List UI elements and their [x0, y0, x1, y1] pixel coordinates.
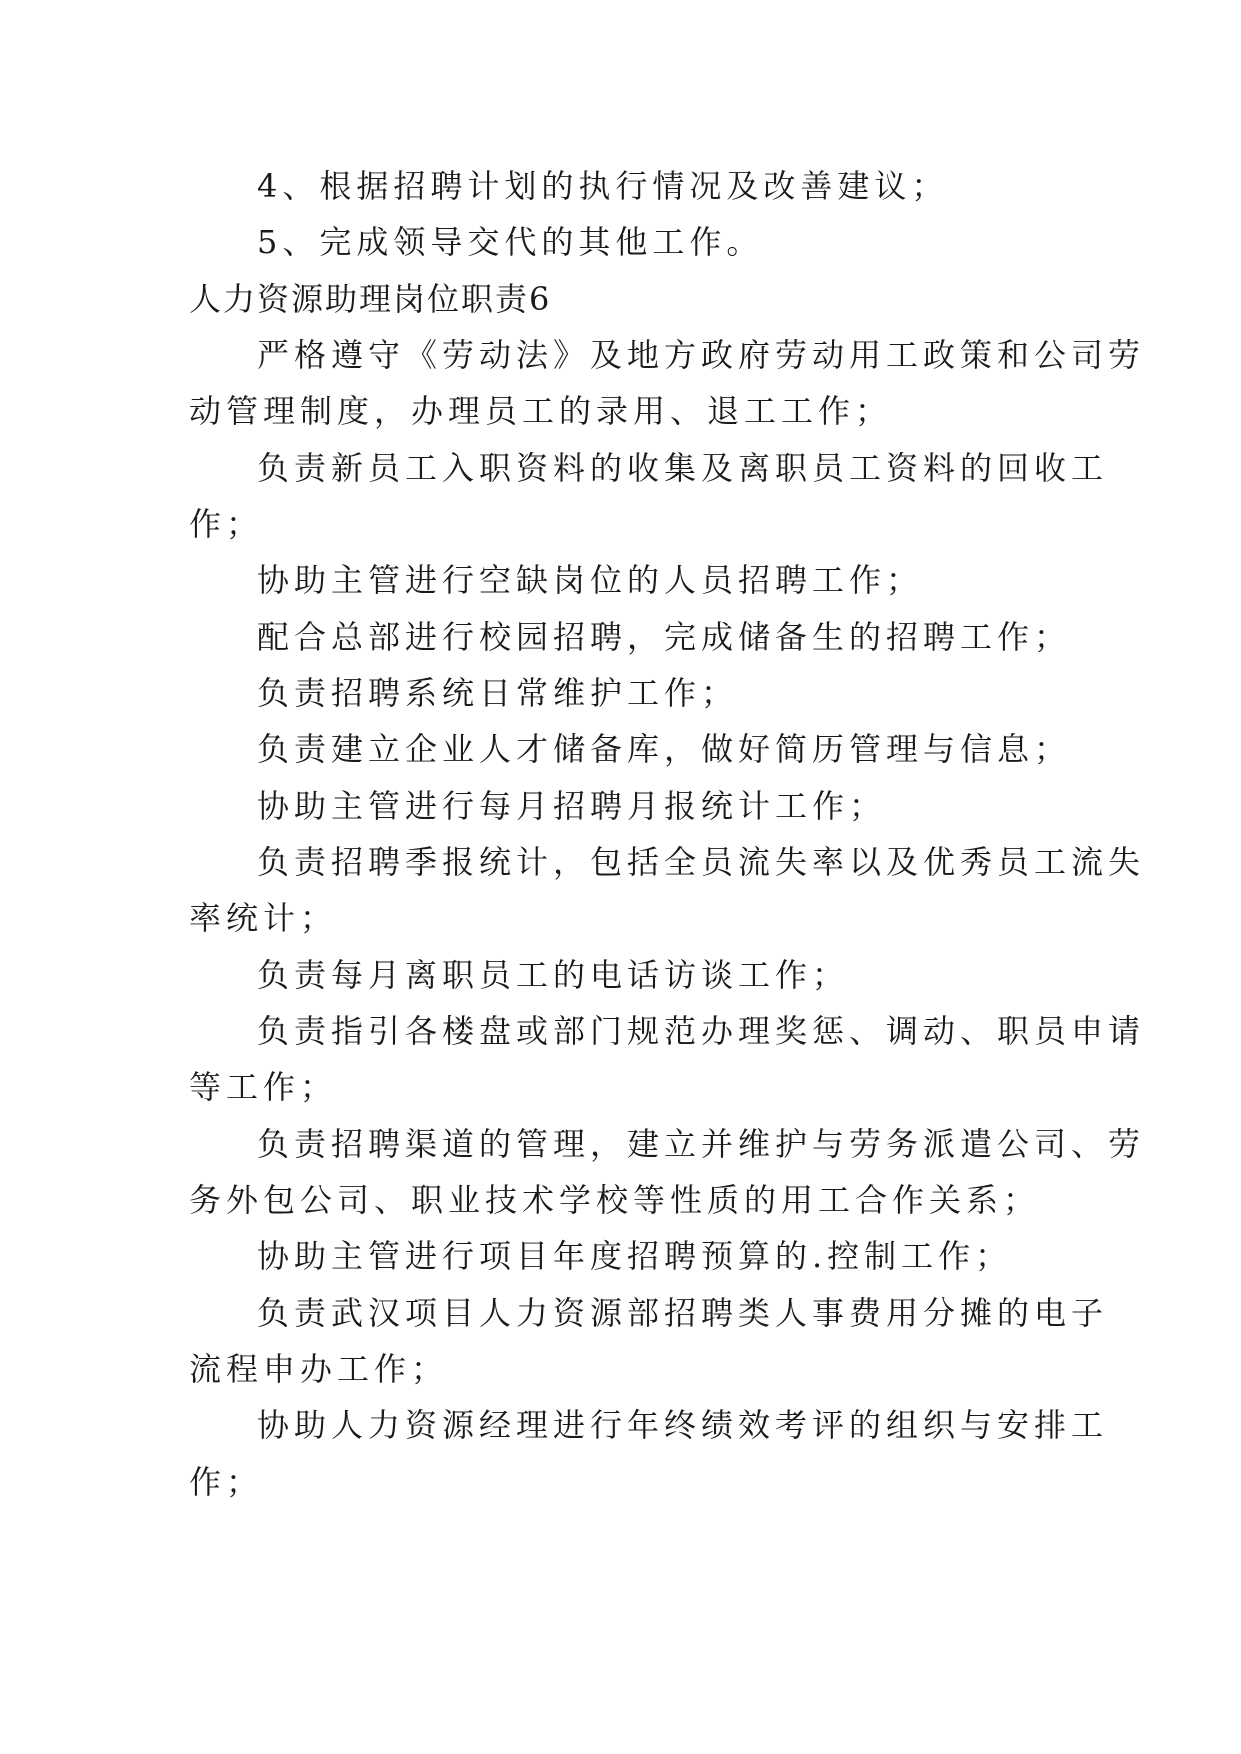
paragraph-line: 流程申办工作；: [189, 1350, 449, 1388]
paragraph-line: 负责建立企业人才储备库，做好简历管理与信息；: [257, 730, 1072, 768]
paragraph-line: 4、根据招聘计划的执行情况及改善建议；: [257, 167, 949, 205]
paragraph-line: 负责招聘渠道的管理，建立并维护与劳务派遣公司、劳: [257, 1125, 1146, 1163]
paragraph-line: 负责新员工入职资料的收集及离职员工资料的回收工: [257, 449, 1109, 487]
paragraph-line: 协助主管进行空缺岗位的人员招聘工作；: [257, 561, 924, 599]
paragraph-line: 协助主管进行项目年度招聘预算的.控制工作；: [257, 1237, 1013, 1275]
paragraph-line: 严格遵守《劳动法》及地方政府劳动用工政策和公司劳: [257, 336, 1146, 374]
paragraph-line: 协助主管进行每月招聘月报统计工作；: [257, 787, 887, 825]
paragraph-line: 动管理制度，办理员工的录用、退工工作；: [189, 392, 893, 430]
paragraph-line: 务外包公司、职业技术学校等性质的用工合作关系；: [189, 1181, 1041, 1219]
paragraph-line: 配合总部进行校园招聘，完成储备生的招聘工作；: [257, 618, 1072, 656]
paragraph-line: 负责指引各楼盘或部门规范办理奖惩、调动、职员申请: [257, 1012, 1146, 1050]
section-heading: 人力资源助理岗位职责6: [189, 280, 552, 318]
paragraph-line: 负责每月离职员工的电话访谈工作；: [257, 956, 850, 994]
paragraph-line: 等工作；: [189, 1068, 338, 1106]
paragraph-line: 作；: [189, 1463, 264, 1501]
paragraph-line: 负责招聘季报统计，包括全员流失率以及优秀员工流失: [257, 843, 1146, 881]
paragraph-line: 负责武汉项目人力资源部招聘类人事费用分摊的电子: [257, 1294, 1109, 1332]
paragraph-line: 率统计；: [189, 899, 338, 937]
paragraph-line: 作；: [189, 505, 264, 543]
paragraph-line: 负责招聘系统日常维护工作；: [257, 674, 739, 712]
paragraph-line: 协助人力资源经理进行年终绩效考评的组织与安排工: [257, 1406, 1109, 1444]
paragraph-line: 5、完成领导交代的其他工作。: [257, 223, 764, 261]
